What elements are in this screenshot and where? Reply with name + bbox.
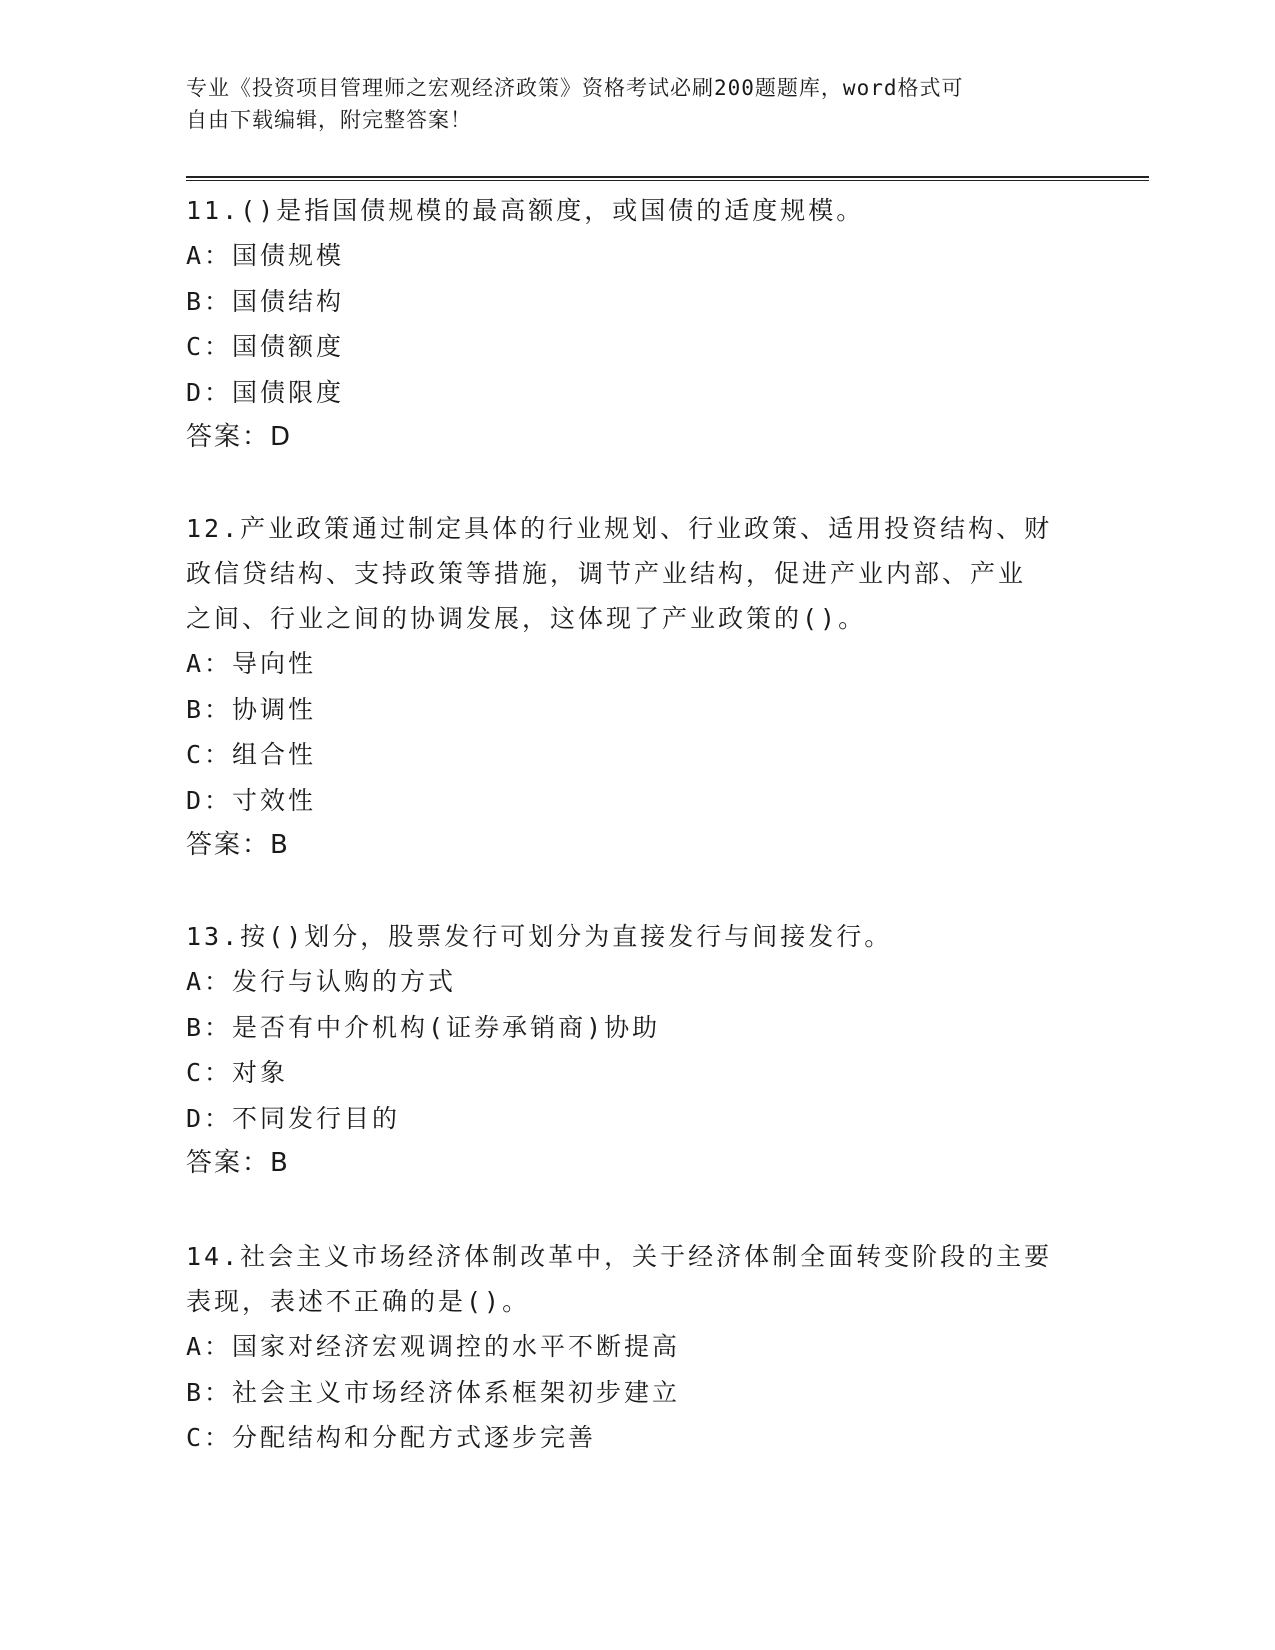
option-a: A：发行与认购的方式 — [186, 967, 457, 996]
question-stem-line-1: 12.产业政策通过制定具体的行业规划、行业政策、适用投资结构、财 — [186, 514, 1053, 543]
question-stem-line-2: 表现，表述不正确的是()。 — [186, 1287, 531, 1316]
option-c: C：对象 — [186, 1058, 289, 1087]
option-b: B：国债结构 — [186, 286, 345, 316]
question-14 — [186, 1234, 1086, 1461]
header-divider-top — [186, 176, 1149, 178]
document-header — [186, 72, 1066, 136]
header-divider-bottom — [186, 180, 1149, 181]
question-stem-line-2: 政信贷结构、支持政策等措施，调节产业结构，促进产业内部、产业 — [186, 559, 1027, 588]
header-line-2: 自由下载编辑，附完整答案！ — [186, 108, 472, 132]
question-11 — [186, 188, 1086, 460]
option-d: D：国债限度 — [186, 377, 345, 407]
option-d: D：寸效性 — [186, 785, 317, 815]
option-b: B：协调性 — [186, 694, 317, 724]
question-stem: 11.()是指国债规模的最高额度，或国债的适度规模。 — [186, 196, 865, 225]
question-stem-line-3: 之间、行业之间的协调发展，这体现了产业政策的()。 — [186, 604, 867, 633]
option-c: C：分配结构和分配方式逐步完善 — [186, 1423, 597, 1452]
option-a: A：国债规模 — [186, 241, 345, 270]
option-d: D：不同发行目的 — [186, 1103, 401, 1133]
question-12 — [186, 506, 1086, 868]
answer: 答案：B — [186, 830, 290, 860]
option-b: B：社会主义市场经济体系框架初步建立 — [186, 1377, 681, 1407]
question-stem: 13.按()划分，股票发行可划分为直接发行与间接发行。 — [186, 922, 893, 951]
answer: 答案：B — [186, 1148, 290, 1178]
option-a: A：导向性 — [186, 649, 317, 678]
option-a: A：国家对经济宏观调控的水平不断提高 — [186, 1332, 681, 1361]
question-stem-line-1: 14.社会主义市场经济体制改革中，关于经济体制全面转变阶段的主要 — [186, 1242, 1053, 1271]
option-b: B：是否有中介机构(证券承销商)协助 — [186, 1012, 661, 1042]
option-c: C：组合性 — [186, 740, 317, 769]
header-line-1: 专业《投资项目管理师之宏观经济政策》资格考试必刷200题题库，word格式可 — [186, 76, 964, 100]
option-c: C：国债额度 — [186, 332, 345, 361]
question-13 — [186, 914, 1086, 1186]
answer: 答案：D — [186, 422, 293, 452]
